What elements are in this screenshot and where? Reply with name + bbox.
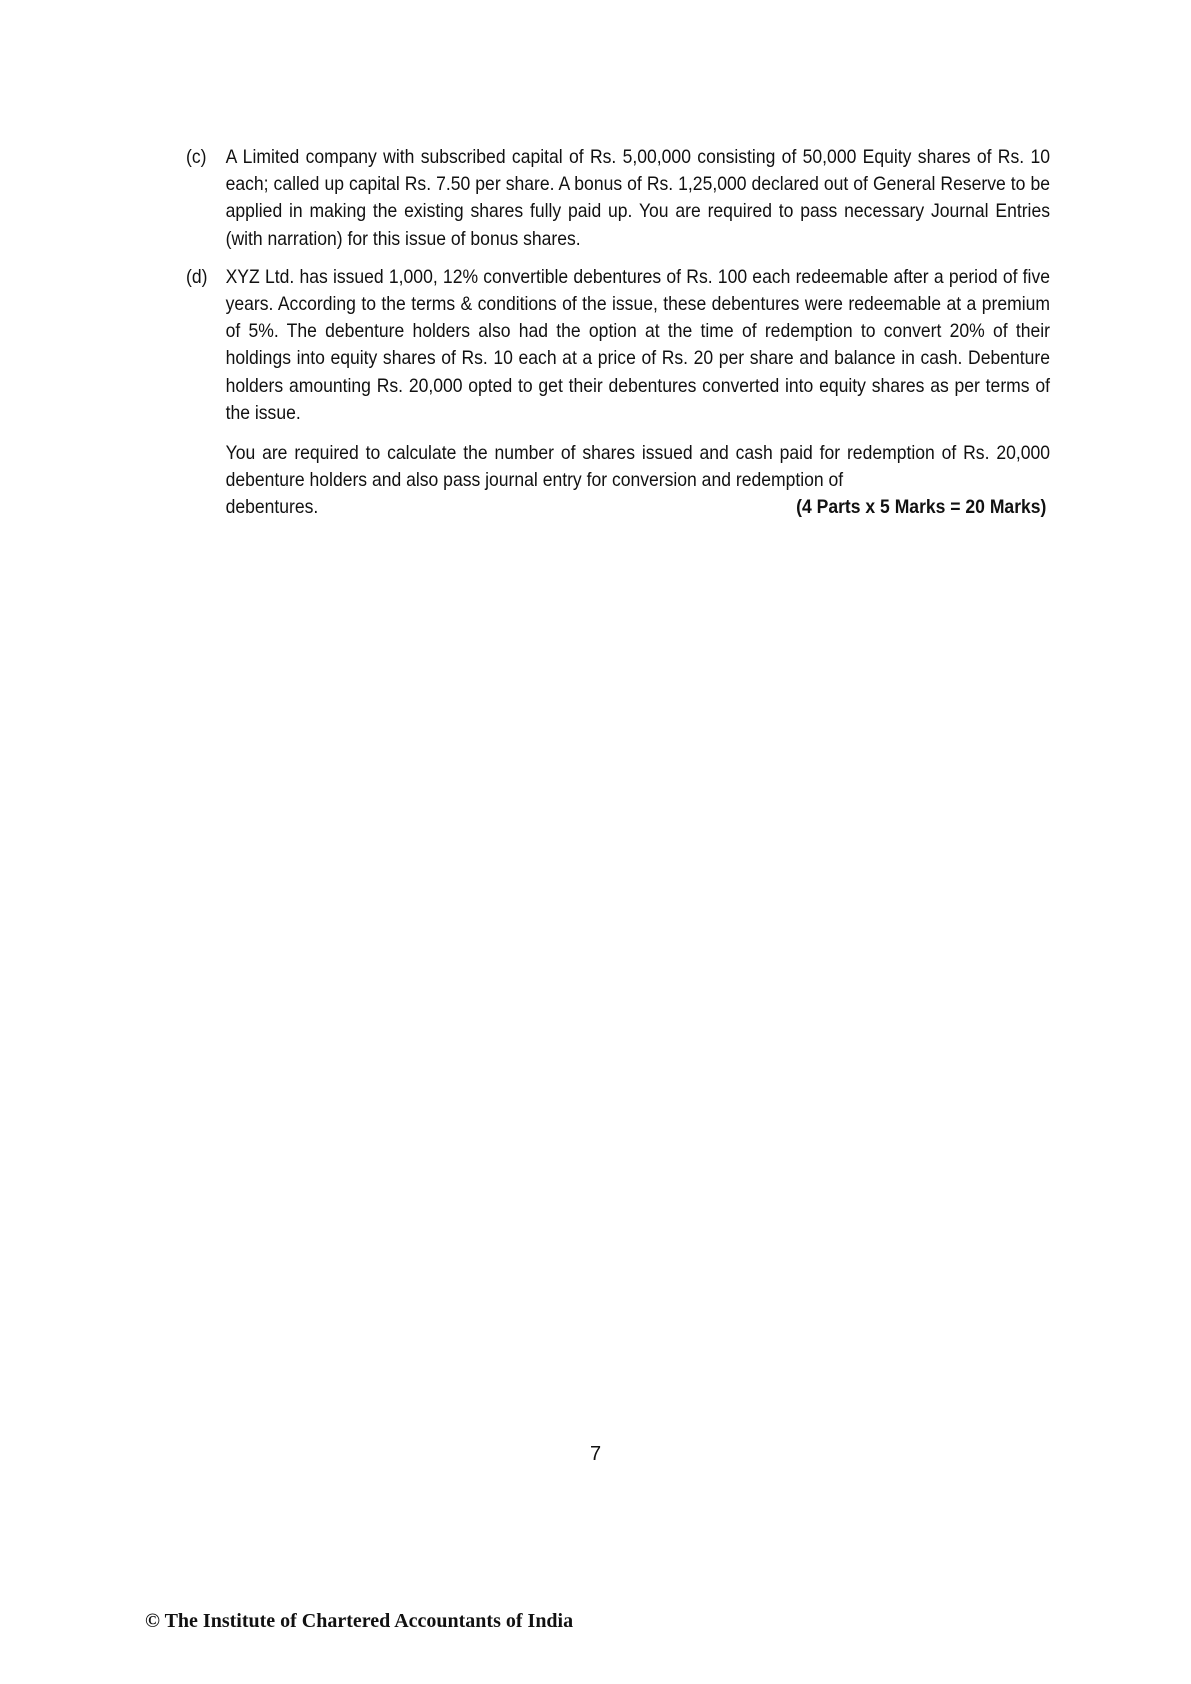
copyright-footer: © The Institute of Chartered Accountants of India <box>145 1610 574 1632</box>
question-closing-word: debentures. <box>225 496 319 519</box>
question-label: (d) <box>186 265 208 288</box>
question-paragraph: You are required to calculate the number of shares issued and cash paid for redemption of Rs. 20,000 debenture holders and also pass journal entry for conversion and redemption of <box>225 442 1051 492</box>
question-paragraph: A Limited company with subscribed capital of Rs. 5,00,000 consisting of 50,000 Equity shares of Rs. 10 each; called up capital Rs. 7.50 per share. A bonus of Rs. 1,25,000 declared out of General Reserve to be applied in making the existing shares fully paid up. You are required to pass necessary Journal Entries (with narration) for this issue of bonus shares. <box>225 146 1051 250</box>
question-paragraph: XYZ Ltd. has issued 1,000, 12% convertible debentures of Rs. 100 each redeemable after a period of five years. According to the terms & conditions of the issue, these debentures were redeemable at a premium of 5%. The debenture holders also had the option at the time of redemption to convert 20% of their holdings into equity shares of Rs. 10 each at a price of Rs. 20 per share and balance in cash. Debenture holders amounting Rs. 20,000 opted to get their debentures converted into equity shares as per terms of the issue. <box>225 265 1051 424</box>
question-body <box>226 144 1050 253</box>
page-number: 7 <box>589 1443 602 1465</box>
question-label: (c) <box>186 146 207 168</box>
question-item-d <box>186 264 1050 522</box>
question-closing-line <box>226 494 1050 521</box>
question-body <box>226 264 1050 522</box>
question-item-c <box>186 144 1050 253</box>
marks-allocation: (4 Parts x 5 Marks = 20 Marks) <box>796 496 1047 519</box>
question-list <box>186 144 1050 533</box>
